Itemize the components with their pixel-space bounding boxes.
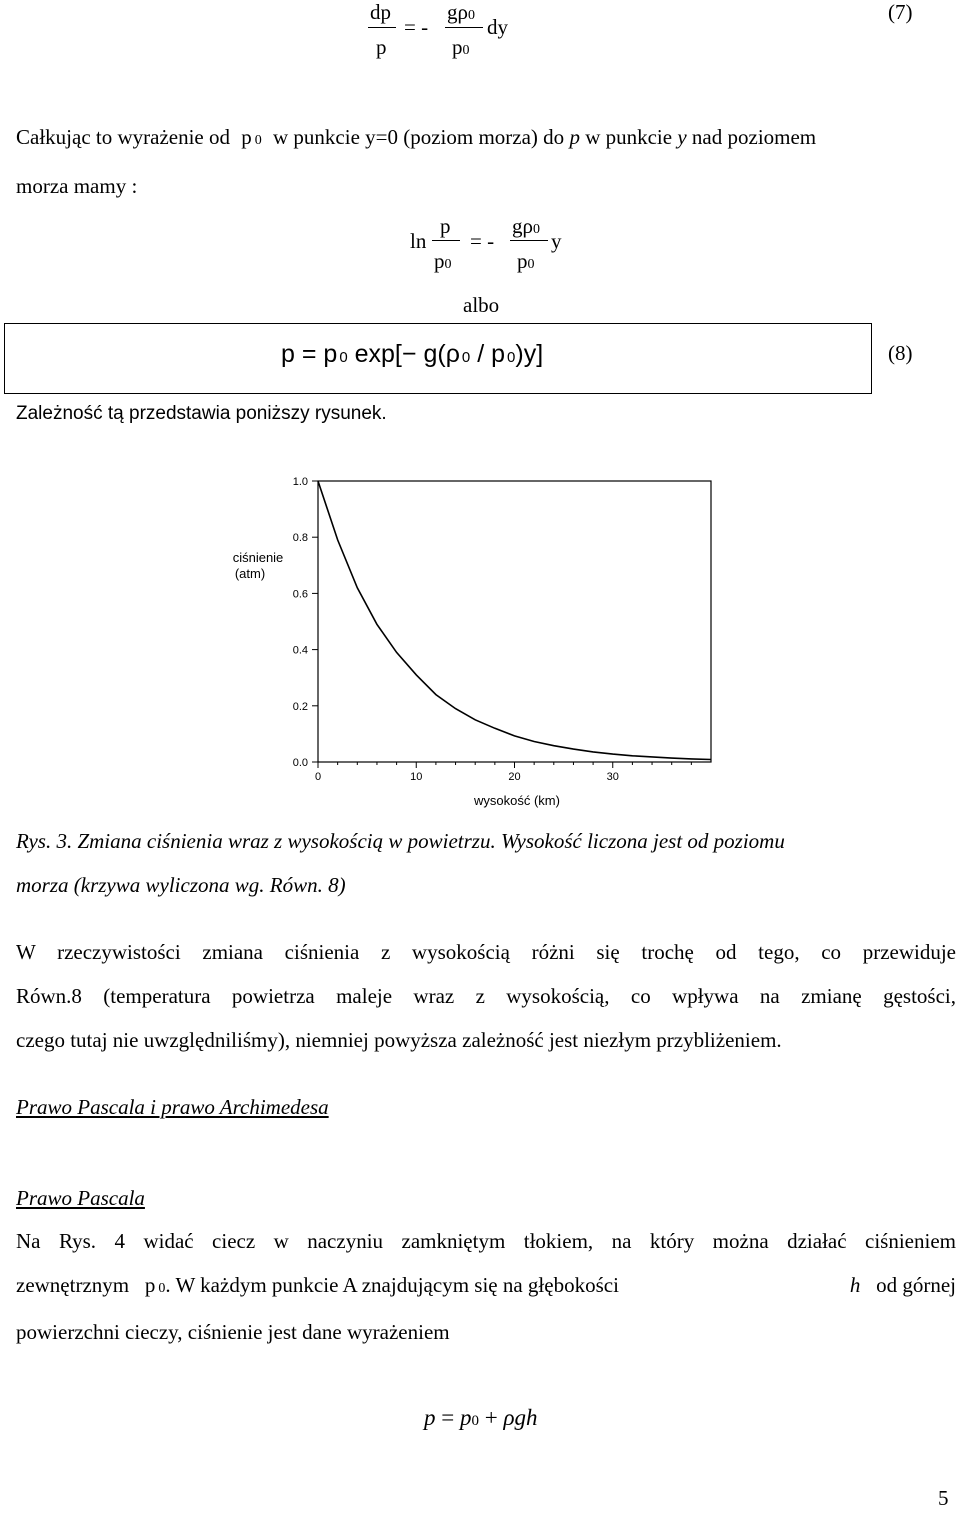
albo-text: albo <box>463 293 500 317</box>
section-title: Prawo Pascala i prawo Archimedesa <box>16 1095 329 1119</box>
para1-text-c: w punkcie <box>585 125 673 149</box>
eqf-p0: p0 <box>459 1405 479 1430</box>
eq-ln-numerator: p <box>440 214 451 238</box>
x-tick-label: 10 <box>410 771 423 783</box>
eq-ln-equals: = - <box>470 229 495 253</box>
pressure-curve <box>318 481 711 760</box>
para3-text-a: zewnętrznym p 0. W każdym punkcie A znajdującym się na głębokości <box>16 1273 619 1297</box>
para1-line2: morza mamy : <box>16 174 138 198</box>
x-tick-label: 20 <box>508 771 521 783</box>
eq8-close: )y] <box>515 340 544 368</box>
eq7-equals: = - <box>404 15 429 39</box>
pressure-chart-svg <box>220 470 740 820</box>
eq7-number: (7) <box>888 0 913 24</box>
eq8-p0b: p 0 <box>491 340 516 368</box>
subsection-title: Prawo Pascala <box>16 1186 145 1210</box>
y-tick-label: 0.4 <box>292 644 308 657</box>
eq8-equals: = <box>301 340 317 368</box>
eq8-g: g( <box>423 340 446 368</box>
x-axis-label: wysokość (km) <box>474 793 560 808</box>
y-tick-label: 0.8 <box>292 532 308 545</box>
para3-line1: Na Rys. 4 widać ciecz w naczyniu zamkniętym tłokiem, na który można działać ciśnieniem <box>16 1229 956 1253</box>
page-number: 5 <box>938 1486 949 1510</box>
eq-ln-tail: y <box>551 229 562 253</box>
x-tick-label: 0 <box>314 771 322 783</box>
eq7-lhs-denominator: p <box>376 35 387 59</box>
para1-p: p <box>569 125 580 149</box>
eq7-tail: dy <box>487 15 508 39</box>
equation-final <box>424 1405 538 1431</box>
eq8-p: p <box>281 340 295 368</box>
eqf-gh: gh <box>514 1405 538 1430</box>
para3-line3: powierzchni cieczy, ciśnienie jest dane wyrażeniem <box>16 1320 450 1344</box>
para2-line2: Równ.8 (temperatura powietrza maleje wraz z wysokością, co wpływa na zmianę gęstości, <box>16 984 956 1008</box>
eq-ln-rhs-fraction-bar <box>510 240 548 241</box>
eq-ln-ln: ln <box>410 229 427 253</box>
eq-ln-rhs-numerator: gρ0 <box>512 214 540 238</box>
eqf-plus: + <box>484 1405 498 1430</box>
para1-text-a: Całkując to wyrażenie od <box>16 125 230 149</box>
para1-text-d: nad poziomem <box>691 125 817 149</box>
figure-intro: Zależność tą przedstawia poniższy rysunek. <box>16 403 387 424</box>
eq7-rhs-denominator: p0 <box>452 35 470 59</box>
pressure-chart <box>220 470 740 820</box>
y-axis-label-line2: (atm) <box>234 566 266 581</box>
eq8-exp: exp[ <box>354 340 402 368</box>
eq7-rhs-fraction-bar <box>445 27 483 28</box>
eqf-p: p <box>424 1405 436 1430</box>
para1-p0: p 0 <box>241 125 262 149</box>
para1-y: y <box>677 125 687 149</box>
eq-ln-denominator: p0 <box>434 249 452 273</box>
eq8-minus: − <box>401 340 417 368</box>
eq7-lhs-numerator: dp <box>370 0 391 24</box>
para3-text-c: h od górnej <box>849 1273 956 1297</box>
equation-8 <box>281 342 543 370</box>
y-tick-label: 0.0 <box>292 757 308 769</box>
y-tick-label: 0.6 <box>292 588 308 601</box>
para1-text-b: w punkcie y=0 (poziom morza) do <box>273 125 565 149</box>
para2-line3: czego tutaj nie uwzględniliśmy), niemniej powyższa zależność jest niezłym przybliżeniem. <box>16 1028 782 1052</box>
x-tick-label: 30 <box>606 771 619 783</box>
eq7-rhs-numerator: gρ0 <box>447 0 475 24</box>
eq8-rho0: ρ 0 <box>445 340 471 368</box>
eq8-slash: / <box>477 340 485 368</box>
eq-ln-fraction-bar <box>432 240 460 241</box>
figure-caption-line2: morza (krzywa wyliczona wg. Równ. 8) <box>16 873 346 897</box>
eq7-lhs-fraction-bar <box>368 27 396 28</box>
plot-frame <box>318 481 711 762</box>
figure-caption-line1: Rys. 3. Zmiana ciśnienia wraz z wysokością w powietrzu. Wysokość liczona jest od poziomu <box>16 829 785 853</box>
y-tick-label: 0.2 <box>292 700 308 713</box>
eqf-equals: = <box>441 1405 455 1430</box>
y-tick-label: 1.0 <box>292 476 308 488</box>
y-axis-label-line1: ciśnienie <box>232 550 284 565</box>
eq-ln-rhs-denominator: p0 <box>517 249 535 273</box>
para2-line1: W rzeczywistości zmiana ciśnienia z wysokością różni się trochę od tego, co przewiduje <box>16 940 956 964</box>
para1-line1 <box>16 125 816 150</box>
para3-line2 <box>16 1273 956 1298</box>
eq8-p0: p 0 <box>323 340 348 368</box>
eq8-number: (8) <box>888 341 913 365</box>
para3-p0: p <box>144 1273 156 1297</box>
eqf-rho: ρ <box>503 1405 515 1430</box>
